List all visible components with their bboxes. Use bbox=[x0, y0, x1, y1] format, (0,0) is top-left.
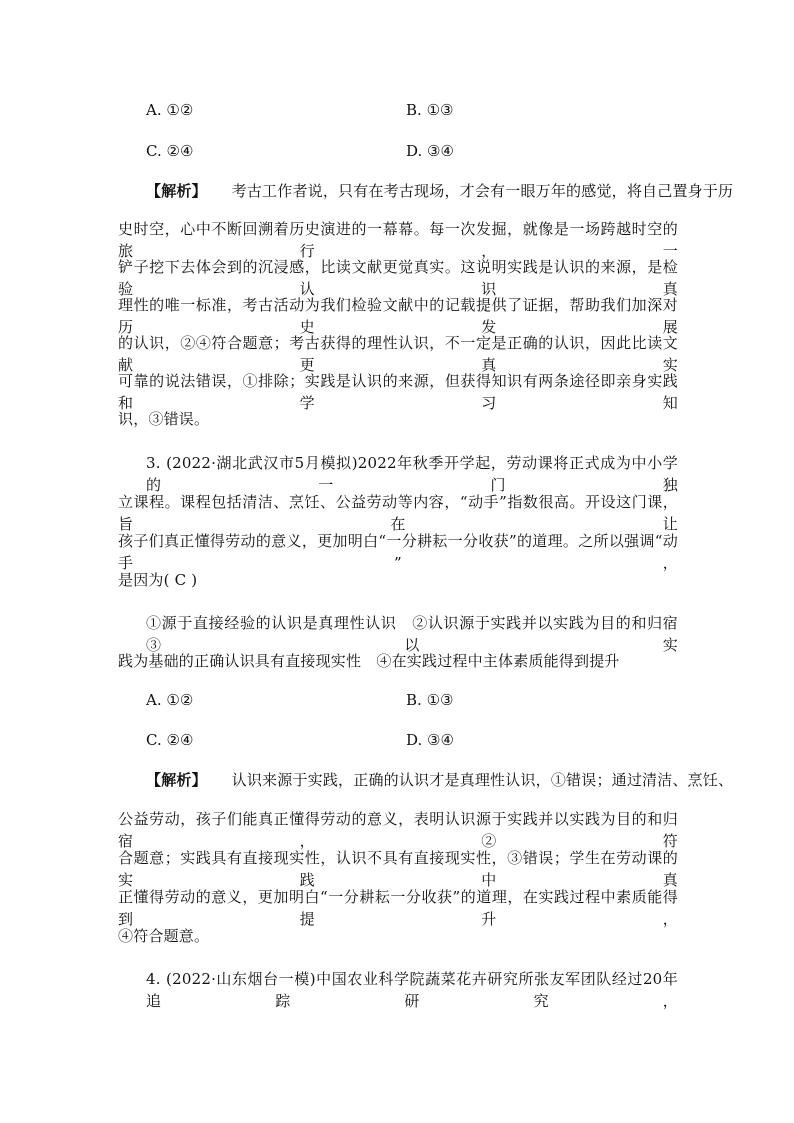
option-letter: C. bbox=[146, 731, 162, 749]
q2-option-c bbox=[146, 140, 193, 162]
option-text: ①③ bbox=[426, 691, 454, 709]
option-text: ③④ bbox=[427, 731, 454, 749]
option-text: ②④ bbox=[166, 142, 194, 160]
option-text: ①③ bbox=[426, 101, 454, 119]
analysis-label: 【解析】 bbox=[146, 771, 207, 789]
option-letter: D. bbox=[406, 142, 423, 160]
q3-option-a bbox=[146, 689, 193, 711]
q3-statement-line: 践为基础的正确认识具有直接现实性 ④在实践过程中主体素质能得到提升 bbox=[118, 652, 620, 670]
option-letter: B. bbox=[406, 691, 422, 709]
q4-stem-line: 4. (2022·山东烟台一模)中国农业科学院蔬菜花卉研究所张友军团队经过20年追踪研究， bbox=[146, 970, 678, 1010]
option-text: ①② bbox=[166, 691, 194, 709]
q3-option-b bbox=[406, 689, 453, 711]
q2-analysis-line: 可靠的说法错误，①排除；实践是认识的来源，但获得知识有两条途径即亲身实践和学习知 bbox=[118, 372, 678, 412]
q3-analysis-line: 正懂得劳动的意义，更加明白“一分耕耘一分收获”的道理，在实践过程中素质能得到提升， bbox=[118, 888, 678, 928]
q2-option-d bbox=[406, 140, 454, 162]
q3-option-c bbox=[146, 729, 193, 751]
option-text: ①② bbox=[166, 101, 194, 119]
option-text: ②④ bbox=[166, 731, 194, 749]
analysis-label: 【解析】 bbox=[146, 182, 207, 200]
option-letter: C. bbox=[146, 142, 162, 160]
q2-option-a bbox=[146, 99, 193, 121]
q3-stem-line: 3. (2022·湖北武汉市5月模拟)2022年秋季开学起，劳动课将正式成为中小学的一门独 bbox=[146, 454, 678, 494]
option-text: ③④ bbox=[427, 142, 454, 160]
option-letter: B. bbox=[406, 101, 422, 119]
q2-analysis-line: 的认识，②④符合题意；考古获得的理性认识，不一定是正确的认识，因此比读文献更真实 bbox=[118, 334, 678, 374]
option-letter: A. bbox=[146, 101, 162, 119]
q3-stem-line: 立课程。课程包括清洁、烹饪、公益劳动等内容，“动手”指数很高。开设这门课，旨在让 bbox=[118, 493, 678, 533]
q3-analysis-line: ④符合题意。 bbox=[118, 927, 210, 945]
q3-analysis-line: 公益劳动，孩子们能真正懂得劳动的意义，表明认识源于实践并以实践为目的和归宿，②符 bbox=[118, 810, 678, 850]
analysis-text: 认识来源于实践，正确的认识才是真理性认识，①错误；通过清洁、烹饪、 bbox=[231, 771, 734, 789]
analysis-text: 考古工作者说，只有在考古现场，才会有一眼万年的感觉，将自己置身于历 bbox=[231, 182, 734, 200]
q2-option-b bbox=[406, 99, 453, 121]
q3-option-d bbox=[406, 729, 454, 751]
option-letter: A. bbox=[146, 691, 162, 709]
q3-stem-line: 孩子们真正懂得劳动的意义，更加明白“一分耕耘一分收获”的道理。之所以强调“动手”， bbox=[118, 532, 678, 572]
q2-analysis-line: 识，③错误。 bbox=[118, 410, 210, 428]
q3-stem-line: 是因为( C ) bbox=[118, 571, 198, 589]
q2-analysis-line: 铲子挖下去体会到的沉浸感，比读文献更觉真实。这说明实践是认识的来源，是检验认识真 bbox=[118, 258, 678, 298]
q2-analysis-line: 史时空，心中不断回溯着历史演进的一幕幕。每一次发掘，就像是一场跨越时空的旅行，一 bbox=[118, 220, 678, 260]
q3-statement-line: ①源于直接经验的认识是真理性认识 ②认识源于实践并以实践为目的和归宿 ③以实 bbox=[146, 614, 694, 654]
q3-analysis-line bbox=[146, 769, 734, 791]
q2-analysis-line: 理性的唯一标准，考古活动为我们检验文献中的记载提供了证据，帮助我们加深对历史发展 bbox=[118, 296, 678, 336]
q2-analysis-line bbox=[146, 180, 734, 202]
option-letter: D. bbox=[406, 731, 423, 749]
q3-analysis-line: 合题意；实践具有直接现实性，认识不具有直接现实性，③错误；学生在劳动课的实践中真 bbox=[118, 849, 678, 889]
